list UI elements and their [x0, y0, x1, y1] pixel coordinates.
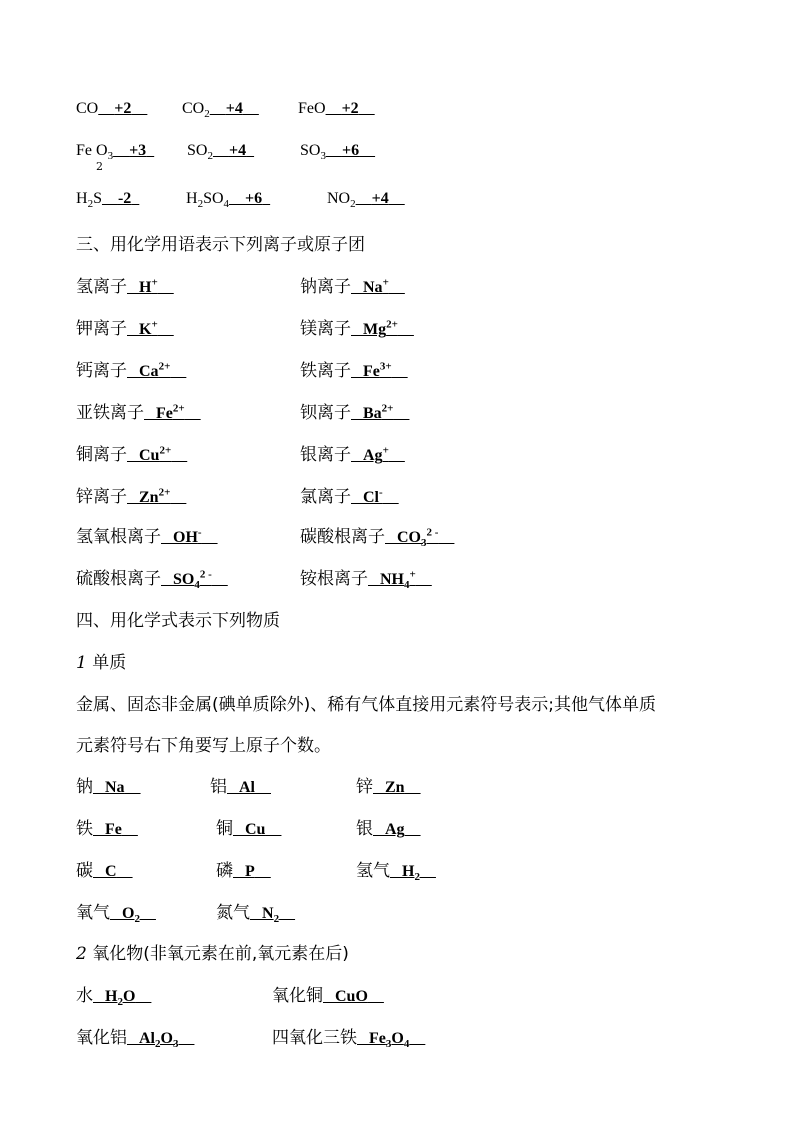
valence-item: $CO_2$ +4 [182, 100, 243, 121]
ion-name: 氯离子 [300, 487, 351, 507]
oxide-item [272, 981, 384, 1006]
oxide-item [272, 1023, 425, 1050]
element-name: 铁 [76, 819, 93, 839]
element-formula: Zn [385, 779, 405, 796]
valence-item: $H_2S$ -2 [76, 190, 132, 211]
ion-name: 钙离子 [76, 361, 127, 381]
ion-formula: $Mg^{2+}$ [363, 318, 398, 338]
ion-formula: $Fe^{2+}$ [156, 402, 185, 422]
element-formula: P [245, 863, 255, 880]
oxide-name: 水 [76, 986, 93, 1006]
ion-formula: $Fe^{3+}$ [363, 360, 392, 380]
ion-formula: $CO_3^{2 -}$ [397, 526, 439, 550]
ion-item [300, 398, 409, 423]
ion-formula: $Ba^{2+}$ [363, 402, 394, 422]
ion-item [300, 482, 399, 507]
element-name: 锌 [356, 777, 373, 797]
note-line-1: 金属、固态非金属(碘单质除外)、稀有气体直接用元素符号表示;其他气体单质 [76, 695, 656, 715]
ion-formula: Cl- [363, 486, 383, 506]
element-item [76, 772, 141, 797]
valence-item: $SO_2$ +4 [187, 142, 247, 163]
ion-formula: $Ca^{2+}$ [139, 360, 171, 380]
oxide-name: 氧化铝 [76, 1028, 127, 1048]
valence-item: $NO_2$ +4 [327, 190, 389, 211]
ion-formula: OH- [173, 526, 202, 546]
ion-formula: H+ [139, 276, 158, 296]
ion-formula: $Zn^{2+}$ [139, 486, 171, 506]
element-name: 磷 [216, 861, 233, 881]
ion-item [76, 522, 218, 547]
element-name: 碳 [76, 861, 93, 881]
element-formula: $H_2$ [402, 863, 420, 884]
ion-name: 银离子 [300, 445, 351, 465]
ion-formula: Ag+ [363, 444, 389, 464]
element-item [76, 898, 156, 925]
oxide-formula: $H_2O$ [105, 988, 136, 1009]
ion-name: 氢离子 [76, 277, 127, 297]
element-item [76, 856, 133, 881]
element-item [356, 814, 421, 839]
oxide-formula: CuO [335, 988, 368, 1005]
element-item [216, 856, 271, 881]
ion-name: 铵根离子 [300, 569, 368, 589]
oxide-name: 四氧化三铁 [272, 1028, 357, 1048]
ion-item [76, 356, 186, 381]
ion-formula: $NH_4^+$ [380, 568, 416, 592]
valence-item: CO +2 [76, 100, 132, 117]
element-item [356, 856, 436, 883]
ion-name: 镁离子 [300, 319, 351, 339]
element-formula: $O_2$ [122, 905, 140, 926]
ion-item [76, 272, 174, 297]
valence-item: Fe $O_3$ +3 [76, 142, 147, 163]
ion-name: 钡离子 [300, 403, 351, 423]
subsection-2-title: 2 氧化物(非氧元素在前,氧元素在后) [76, 944, 349, 964]
oxide-item [76, 1023, 194, 1050]
ion-item [76, 482, 186, 507]
ion-name: 氢氧根离子 [76, 527, 161, 547]
ion-name: 碳酸根离子 [300, 527, 385, 547]
subsection-1-title: 1 单质 [76, 653, 127, 673]
ion-name: 钠离子 [300, 277, 351, 297]
ion-item [300, 356, 408, 381]
ion-formula: $Cu^{2+}$ [139, 444, 172, 464]
oxide-formula: $Al_2O_3$ [139, 1030, 179, 1051]
element-item [76, 814, 138, 839]
ion-item [300, 272, 405, 297]
element-formula: Fe [105, 821, 122, 838]
subscript-2: 2 [96, 160, 103, 173]
section-4-heading: 四、用化学式表示下列物质 [76, 611, 280, 631]
ion-name: 铜离子 [76, 445, 127, 465]
ion-item [300, 564, 432, 591]
ion-item [76, 564, 228, 591]
element-formula: Na [105, 779, 125, 796]
element-name: 钠 [76, 777, 93, 797]
ion-item [76, 314, 174, 339]
oxide-item [76, 981, 151, 1008]
ion-name: 锌离子 [76, 487, 127, 507]
element-name: 铝 [210, 777, 227, 797]
note-line-2: 元素符号右下角要写上原子个数。 [76, 736, 331, 756]
element-name: 铜 [216, 819, 233, 839]
element-formula: C [105, 863, 117, 880]
ion-formula: $SO_4^{2 -}$ [173, 568, 212, 592]
ion-item [76, 398, 201, 423]
oxide-name: 氧化铜 [272, 986, 323, 1006]
element-formula: Al [239, 779, 255, 796]
ion-name: 亚铁离子 [76, 403, 144, 423]
element-formula: $N_2$ [262, 905, 280, 926]
valence-item: FeO +2 [298, 100, 359, 117]
element-name: 氮气 [216, 903, 250, 923]
ion-name: 铁离子 [300, 361, 351, 381]
ion-item [300, 440, 405, 465]
element-item [210, 772, 271, 797]
ion-formula: Na+ [363, 276, 389, 296]
valence-item: $H_2SO_4$ +6 [186, 190, 263, 211]
element-item [216, 814, 281, 839]
ion-item [300, 522, 454, 549]
element-name: 氢气 [356, 861, 390, 881]
ion-name: 钾离子 [76, 319, 127, 339]
oxide-formula: $Fe_3O_4$ [369, 1030, 410, 1051]
element-item [356, 772, 421, 797]
element-formula: Ag [385, 821, 405, 838]
valence-item: $SO_3$ +6 [300, 142, 360, 163]
element-name: 银 [356, 819, 373, 839]
section-3-heading: 三、用化学用语表示下列离子或原子团 [76, 235, 365, 255]
element-item [216, 898, 295, 925]
element-name: 氧气 [76, 903, 110, 923]
ion-formula: K+ [139, 318, 158, 338]
ion-item [76, 440, 187, 465]
element-formula: Cu [245, 821, 266, 838]
ion-item [300, 314, 414, 339]
ion-name: 硫酸根离子 [76, 569, 161, 589]
